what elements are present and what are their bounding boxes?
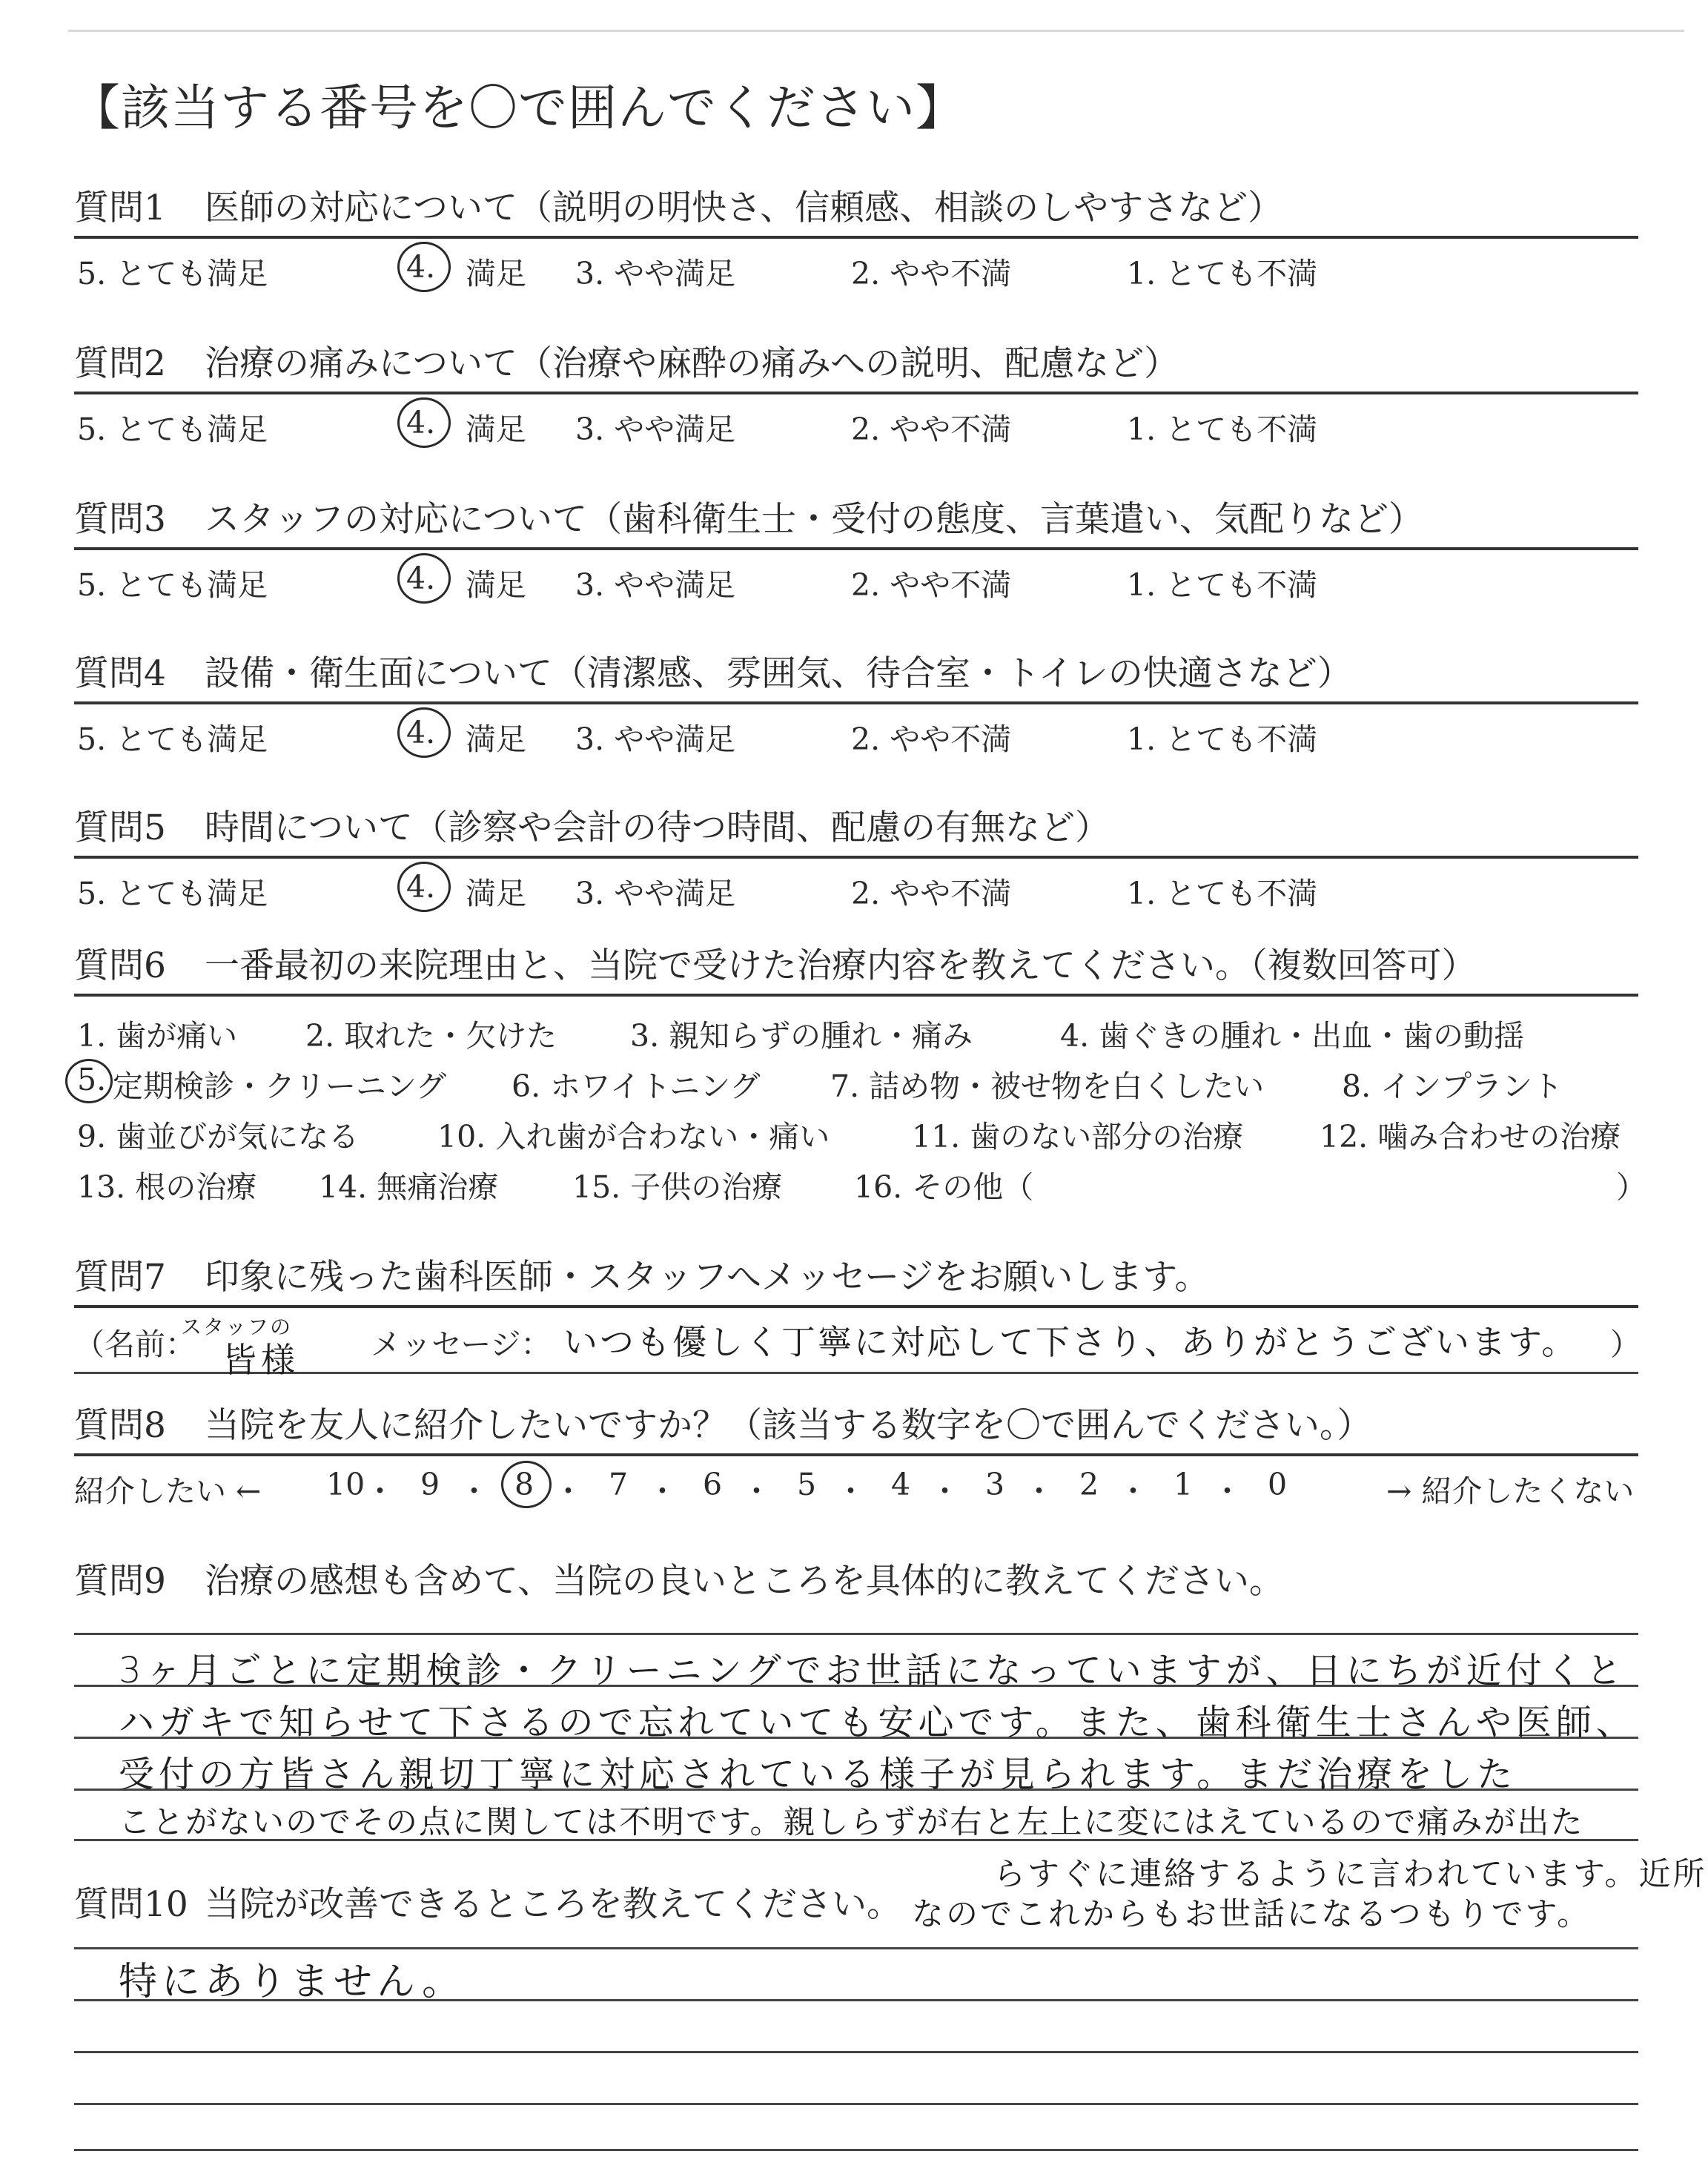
q1-option-satisfied-label[interactable]: 満足 [466, 256, 526, 291]
q8-scale-1[interactable]: 1 [1174, 1467, 1194, 1502]
q5-option-satisfied-label[interactable]: 満足 [466, 876, 526, 911]
q9-answer-line-3: 受付の方皆さん親切丁寧に対応されている様子が見られます。まだ治療をした [119, 1754, 1517, 1795]
q7-name-handwritten-small: スタッフの [181, 1315, 293, 1339]
q4-selection-circle [397, 707, 451, 758]
q1-options [74, 239, 1638, 298]
q4-number: 質問4 [74, 653, 166, 694]
q6-option-10[interactable]: 10. 入れ歯が合わない・痛い [437, 1119, 830, 1155]
q10-rule-1 [74, 1947, 1638, 1949]
q5-option-somewhat-dissatisfied[interactable]: 2. やや不満 [851, 876, 1012, 911]
q8-scale-7[interactable]: 7 [609, 1467, 629, 1502]
q4-options [74, 704, 1638, 764]
q2-option-somewhat-satisfied[interactable]: 3. やや満足 [575, 412, 736, 447]
q4-option-satisfied-number[interactable]: 4. [406, 715, 436, 750]
q6-number: 質問6 [74, 945, 166, 986]
q1-option-very-dissatisfied[interactable]: 1. とても不満 [1127, 256, 1318, 291]
q8-scale [74, 1456, 1638, 1516]
q10-rule-4 [74, 2103, 1638, 2105]
q8-number: 質問8 [74, 1405, 166, 1446]
q8-scale-3[interactable]: 3 [985, 1467, 1005, 1502]
q9-answer-line-4: ことがないのでその点に関しては不明です。親しらずが右と左上に変にはえているので痛みが出た [119, 1804, 1584, 1841]
q7-message-handwritten: いつも優しく丁寧に対応して下さり、ありがとうございます。 [563, 1322, 1578, 1362]
sheet-title: 【該当する番号を〇で囲んでください】 [71, 79, 965, 136]
question-7 [74, 1246, 1641, 1380]
q8-scale-9[interactable]: 9 [420, 1467, 440, 1502]
q3-text: スタッフの対応について（歯科衛生士・受付の態度、言葉遣い、気配りなど） [205, 499, 1424, 540]
q3-option-satisfied-label[interactable]: 満足 [466, 567, 526, 603]
q10-number: 質問10 [74, 1884, 188, 1925]
q9-text: 治療の感想も含めて、当院の良いところを具体的に教えてください。 [205, 1561, 1285, 1602]
q6-selection-circle [65, 1059, 113, 1103]
q1-text: 医師の対応について（説明の明快さ、信頼感、相談のしやすさなど） [205, 188, 1283, 228]
q8-separator: ・ [930, 1473, 960, 1509]
q1-number: 質問1 [74, 188, 166, 228]
question-4 [74, 642, 1638, 764]
q2-option-very-satisfied[interactable]: 5. とても満足 [77, 412, 268, 447]
q8-selection-circle [501, 1461, 552, 1508]
q2-text: 治療の痛みについて（治療や麻酔の痛みへの説明、配慮など） [205, 343, 1179, 384]
q6-option-4[interactable]: 4. 歯ぐきの腫れ・出血・歯の動揺 [1060, 1018, 1525, 1054]
q2-option-somewhat-dissatisfied[interactable]: 2. やや不満 [851, 412, 1012, 447]
q8-scale-4[interactable]: 4 [891, 1467, 911, 1502]
q2-option-satisfied-number[interactable]: 4. [406, 405, 436, 440]
q6-option-8[interactable]: 8. インプラント [1342, 1069, 1563, 1104]
q7-number: 質問7 [74, 1257, 166, 1298]
q6-text: 一番最初の来院理由と、当院で受けた治療内容を教えてください。（複数回答可） [205, 945, 1477, 986]
q2-option-very-dissatisfied[interactable]: 1. とても不満 [1127, 412, 1318, 447]
q6-option-1[interactable]: 1. 歯が痛い [77, 1018, 238, 1054]
q1-option-satisfied-number[interactable]: 4. [406, 249, 436, 285]
q3-number: 質問3 [74, 499, 166, 540]
q8-right-label: → 紹介したくない [1386, 1473, 1635, 1509]
q4-option-very-satisfied[interactable]: 5. とても満足 [77, 721, 268, 757]
q5-options [74, 859, 1638, 918]
q8-separator: ・ [553, 1473, 583, 1509]
q8-scale-2[interactable]: 2 [1079, 1467, 1099, 1502]
q3-option-very-dissatisfied[interactable]: 1. とても不満 [1127, 567, 1318, 603]
q7-name-label: （名前： [74, 1327, 196, 1362]
q5-option-satisfied-number[interactable]: 4. [406, 869, 436, 905]
q6-option-5-label[interactable]: 定期検診・クリーニング [113, 1069, 447, 1104]
q8-left-label: 紹介したい ← [74, 1473, 262, 1509]
q6-options [74, 997, 1646, 1205]
q10-answer-line-1: 特にありません。 [119, 1960, 466, 2004]
q4-option-very-dissatisfied[interactable]: 1. とても不満 [1127, 721, 1318, 757]
q8-scale-8[interactable]: 8 [514, 1467, 534, 1502]
q10-rule-5 [74, 2149, 1638, 2151]
q8-text: 当院を友人に紹介したいですか？（該当する数字を〇で囲んでください。） [205, 1405, 1372, 1446]
q5-option-very-satisfied[interactable]: 5. とても満足 [77, 876, 268, 911]
q2-option-satisfied-label[interactable]: 満足 [466, 412, 526, 447]
q3-selection-circle [397, 553, 451, 604]
q6-option-15[interactable]: 15. 子供の治療 [572, 1169, 783, 1205]
q9-number: 質問9 [74, 1561, 166, 1602]
q6-option-16[interactable]: 16. その他（ [854, 1169, 1034, 1205]
q3-option-very-satisfied[interactable]: 5. とても満足 [77, 567, 268, 603]
q5-selection-circle [397, 862, 451, 912]
q6-option-2[interactable]: 2. 取れた・欠けた [305, 1018, 557, 1054]
q8-separator: ・ [459, 1473, 489, 1509]
q2-options [74, 394, 1638, 454]
q8-separator: ・ [741, 1473, 772, 1509]
q6-option-16-close: ） [1616, 1169, 1646, 1205]
q8-separator: ・ [365, 1473, 395, 1509]
q3-option-somewhat-satisfied[interactable]: 3. やや満足 [575, 567, 736, 603]
question-2 [74, 332, 1638, 454]
q1-option-somewhat-satisfied[interactable]: 3. やや満足 [575, 256, 736, 291]
q9-answer-line-2: ハガキで知らせて下さるので忘れていても安心です。また、歯科衛生士さんや医師、 [119, 1702, 1636, 1743]
question-6 [74, 934, 1646, 1205]
q6-option-12[interactable]: 12. 噛み合わせの治療 [1320, 1119, 1621, 1155]
q6-option-6[interactable]: 6. ホワイトニング [512, 1069, 761, 1104]
q6-option-11[interactable]: 11. 歯のない部分の治療 [912, 1119, 1244, 1155]
q7-name-handwritten: 皆様 [222, 1340, 299, 1380]
q2-number: 質問2 [74, 343, 166, 384]
question-9 [74, 1550, 1638, 1609]
q9-answer-line-5: らすぐに連絡するように言われています。近所 [993, 1856, 1707, 1893]
question-1 [74, 176, 1638, 298]
q8-separator: ・ [1024, 1473, 1054, 1509]
q1-selection-circle [397, 242, 451, 292]
q8-scale-5[interactable]: 5 [797, 1467, 817, 1502]
q5-number: 質問5 [74, 807, 166, 848]
q8-scale-6[interactable]: 6 [703, 1467, 723, 1502]
q5-option-somewhat-satisfied[interactable]: 3. やや満足 [575, 876, 736, 911]
q8-scale-10[interactable]: 10 [326, 1467, 365, 1502]
q10-rule-3 [74, 2051, 1638, 2053]
q9-rule-1 [74, 1633, 1638, 1635]
q7-close-paren: ） [1610, 1327, 1641, 1362]
q4-text: 設備・衛生面について（清潔感、雰囲気、待合室・トイレの快適さなど） [205, 653, 1352, 694]
q10-text: 当院が改善できるところを教えてください。 [205, 1884, 901, 1925]
q9-answer-line-6: なのでこれからもお世話になるつもりです。 [912, 1896, 1592, 1933]
q8-scale-0[interactable]: 0 [1268, 1467, 1288, 1502]
q6-option-5-number[interactable]: 5. [77, 1062, 107, 1097]
q8-separator: ・ [647, 1473, 678, 1509]
q3-option-satisfied-number[interactable]: 4. [406, 561, 436, 596]
q8-separator: ・ [1118, 1473, 1148, 1509]
q8-separator: ・ [1212, 1473, 1242, 1509]
q1-option-very-satisfied[interactable]: 5. とても満足 [77, 256, 268, 291]
q3-option-somewhat-dissatisfied[interactable]: 2. やや不満 [851, 567, 1012, 603]
q6-option-7[interactable]: 7. 詰め物・被せ物を白くしたい [830, 1069, 1265, 1104]
q7-message-label: メッセージ： [371, 1327, 552, 1362]
question-3 [74, 488, 1638, 610]
q7-text: 印象に残った歯科医師・スタッフへメッセージをお願いします。 [205, 1257, 1210, 1298]
q8-separator: ・ [835, 1473, 866, 1509]
q4-option-somewhat-dissatisfied[interactable]: 2. やや不満 [851, 721, 1012, 757]
q6-option-3[interactable]: 3. 親知らずの腫れ・痛み [630, 1018, 973, 1054]
q6-option-9[interactable]: 9. 歯並びが気になる [77, 1119, 360, 1155]
question-8 [74, 1394, 1638, 1516]
q6-option-13[interactable]: 13. 根の治療 [77, 1169, 257, 1205]
top-rule [68, 30, 1684, 32]
q2-selection-circle [397, 397, 451, 448]
q6-option-14[interactable]: 14. 無痛治療 [319, 1169, 499, 1205]
q5-text: 時間について（診察や会計の待つ時間、配慮の有無など） [205, 807, 1110, 848]
question-5 [74, 796, 1638, 918]
q3-options [74, 550, 1638, 610]
q1-option-somewhat-dissatisfied[interactable]: 2. やや不満 [851, 256, 1012, 291]
q7-message-line[interactable] [74, 1308, 1641, 1380]
q9-answer-line-1: 3ヶ月ごとに定期検診・クリーニングでお世話になっていますが、日にちが近付くと [119, 1650, 1626, 1691]
q4-option-somewhat-satisfied[interactable]: 3. やや満足 [575, 721, 736, 757]
q5-option-very-dissatisfied[interactable]: 1. とても不満 [1127, 876, 1318, 911]
q4-option-satisfied-label[interactable]: 満足 [466, 721, 526, 757]
